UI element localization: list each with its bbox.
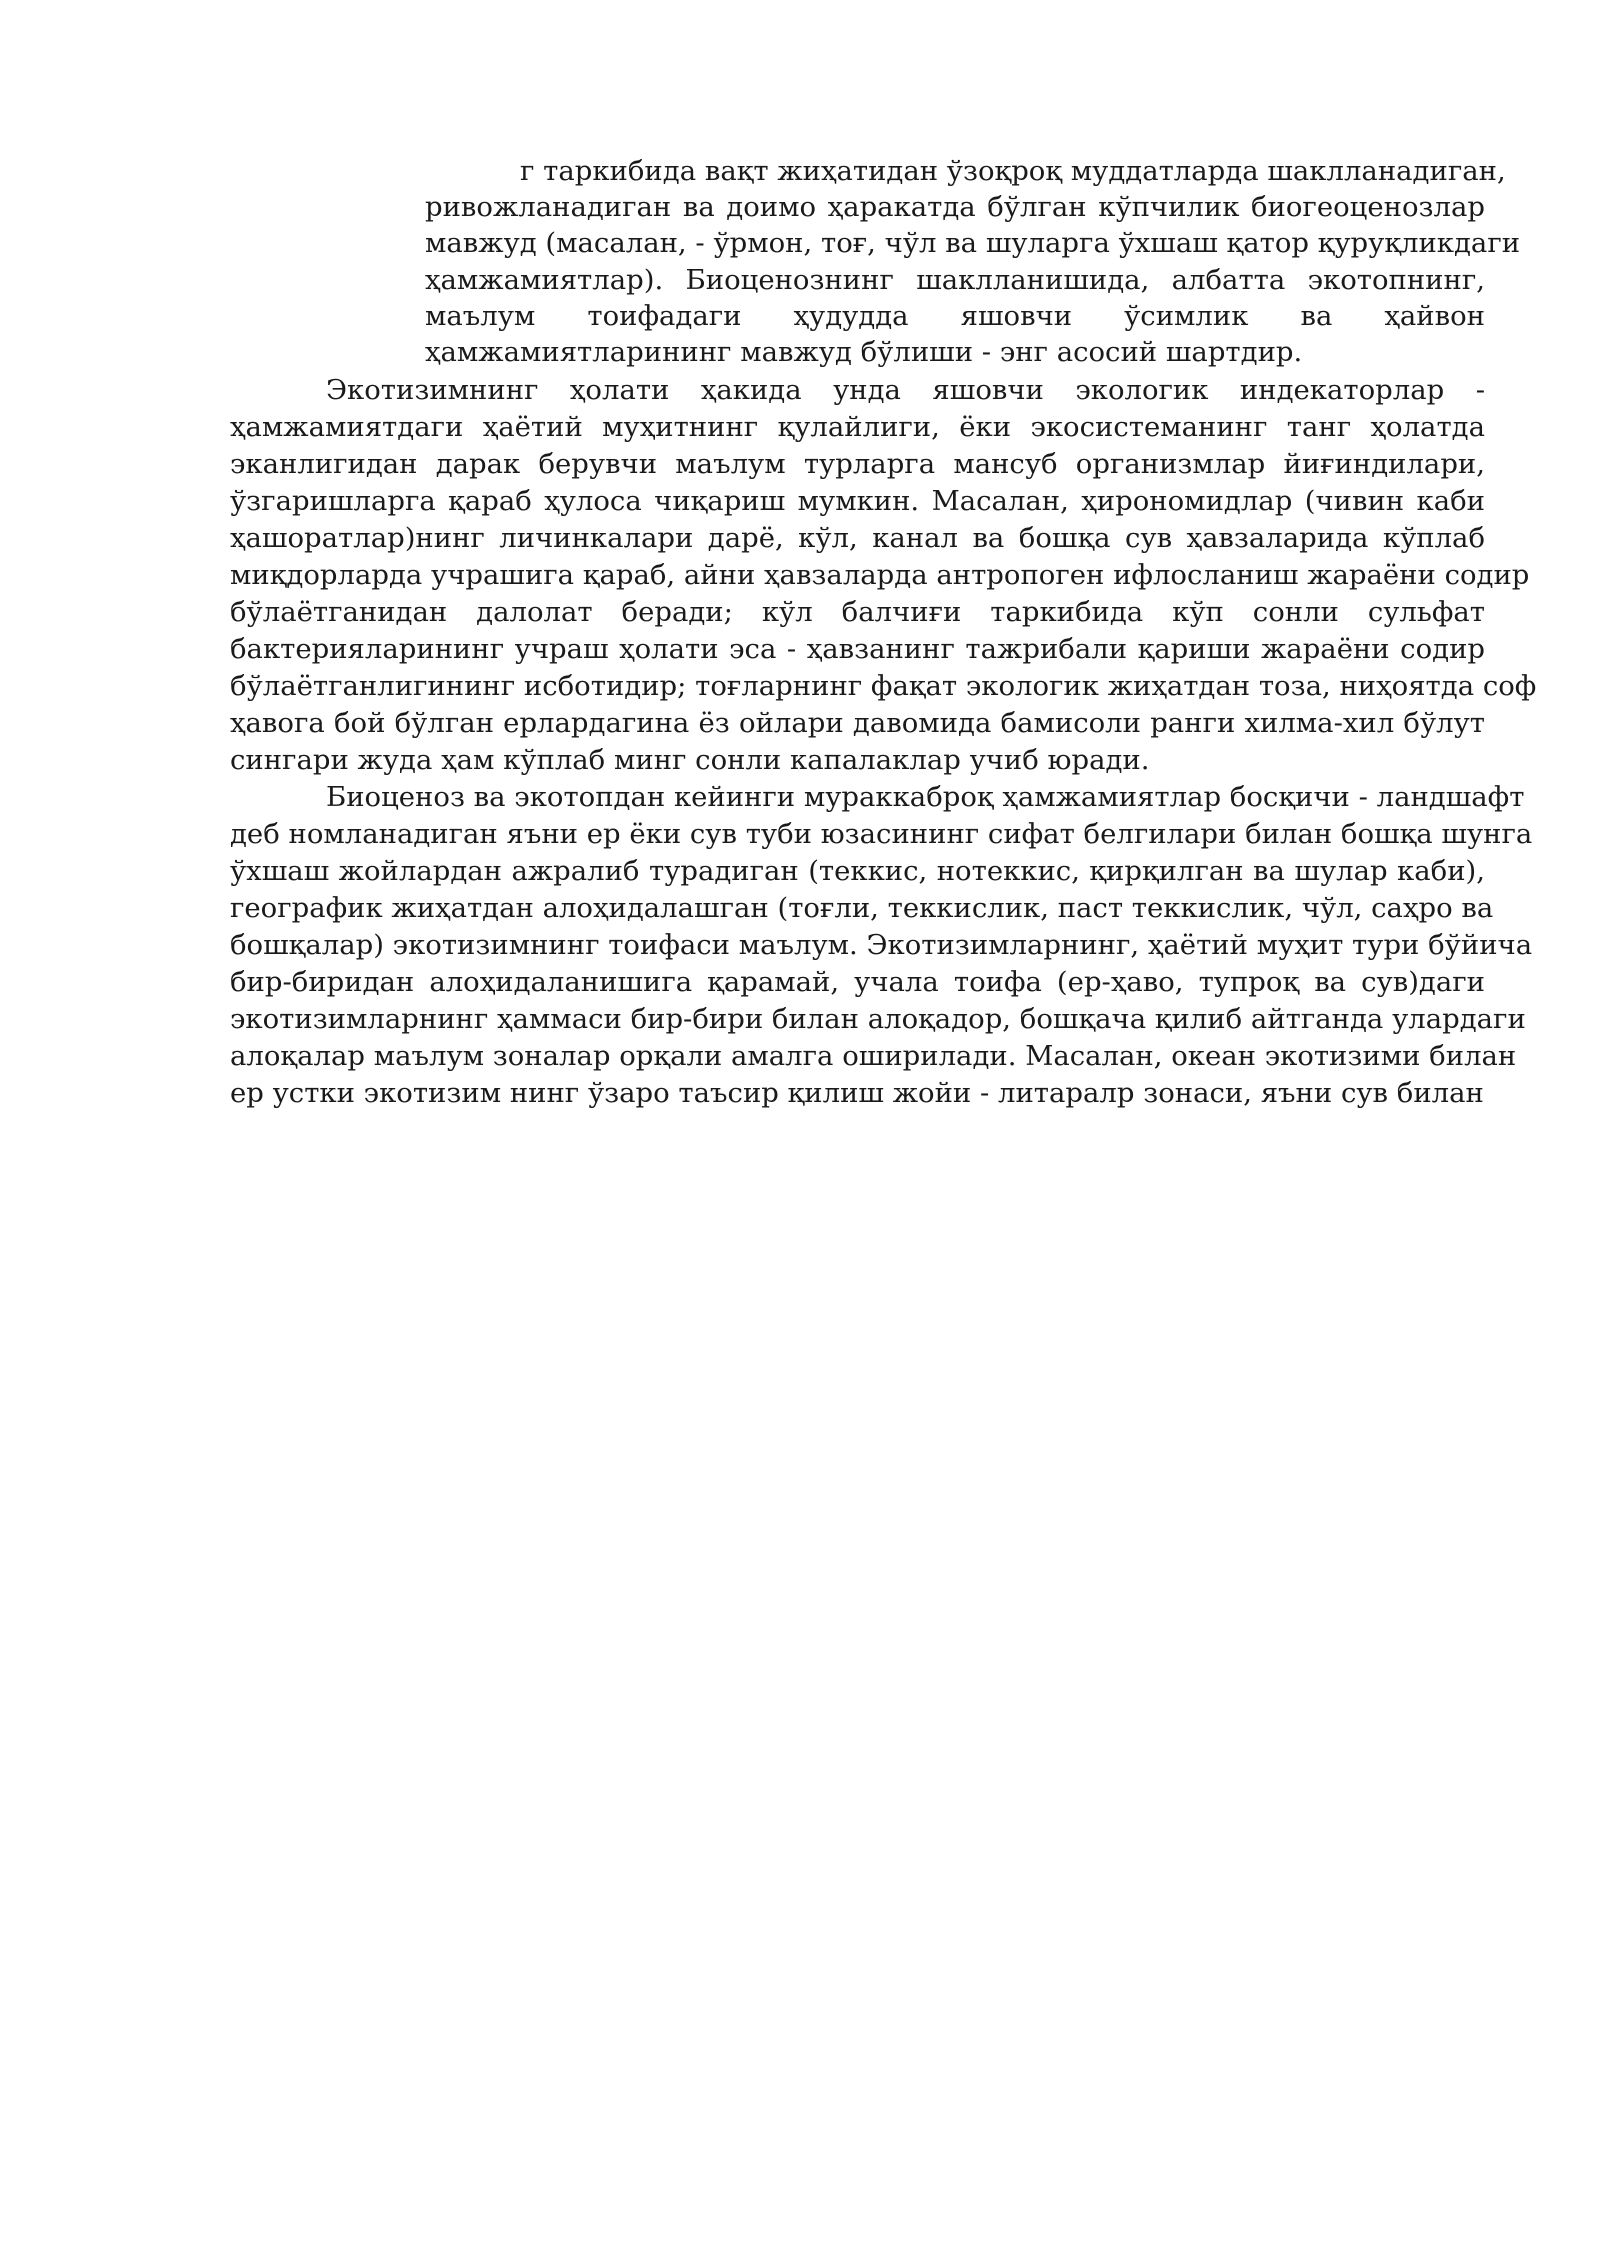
text-line: маълум тоифадаги ҳудудда яшовчи ўсимлик ва ҳайвон	[425, 300, 1485, 332]
text-line: ҳашоратлар)нинг личинкалари дарё, кўл, канал ва бошқа сув ҳавзаларида кўплаб	[230, 522, 1485, 554]
text-line: ҳамжамиятдаги ҳаётий муҳитнинг қулайлиги, ёки экосистеманинг танг ҳолатда	[230, 411, 1485, 443]
text-line: географик жиҳатдан алоҳидалашган (тоғли, теккислик, паст теккислик, чўл, саҳро ва	[230, 892, 1494, 924]
text-line: бир-биридан алоҳидаланишига қарамай, учала тоифа (ер-ҳаво, тупроқ ва сув)даги	[230, 966, 1485, 998]
text-line: бўлаётганлигининг исботидир; тоғларнинг фақат экологик жиҳатдан тоза, ниҳоятда соф	[230, 670, 1537, 702]
text-line: ўхшаш жойлардан ажралиб турадиган (теккис, нотеккис, қирқилган ва шулар каби),	[230, 855, 1485, 887]
text-line: ҳамжамиятлар). Биоценознинг шаклланишида, албатта экотопнинг,	[425, 264, 1485, 296]
text-line: деб номланадиган яъни ер ёки сув туби юзасининг сифат белгилари билан бошқа шунга	[230, 818, 1533, 850]
text-line: Экотизимнинг ҳолати ҳакида унда яшовчи экологик индекаторлар -	[326, 374, 1485, 406]
text-line: г таркибида вақт жиҳатидан ўзоқроқ муддатларда шаклланадиган,	[520, 155, 1506, 187]
text-line: миқдорларда учрашига қараб, айни ҳавзаларда антропоген ифлосланиш жараёни содир	[230, 559, 1530, 591]
text-line: ҳамжамиятларининг мавжуд бўлиши - энг асосий шартдир.	[425, 336, 1303, 368]
text-line: мавжуд (масалан, - ўрмон, тоғ, чўл ва шуларга ўхшаш қатор қуруқликдаги	[425, 227, 1521, 259]
text-line: бактерияларининг учраш ҳолати эса - ҳавзанинг тажрибали қариши жараёни содир	[230, 633, 1485, 665]
text-line: бўлаётганидан далолат беради; кўл балчиғи таркибида кўп сонли сульфат	[230, 596, 1485, 628]
text-line: бошқалар) экотизимнинг тоифаси маълум. Экотизимларнинг, ҳаётий муҳит тури бўйича	[230, 929, 1533, 961]
text-line: ер устки экотизим нинг ўзаро таъсир қилиш жойи - литаралр зонаси, яъни сув билан	[230, 1077, 1484, 1109]
text-line: алоқалар маълум зоналар орқали амалга оширилади. Масалан, океан экотизими билан	[230, 1040, 1517, 1072]
text-line: экотизимларнинг ҳаммаси бир-бири билан алоқадор, бошқача қилиб айтганда улардаги	[230, 1003, 1526, 1035]
text-line: Биоценоз ва экотопдан кейинги мураккаброқ ҳамжамиятлар босқичи - ландшафт	[326, 781, 1525, 813]
text-line: ривожланадиган ва доимо ҳаракатда бўлган кўпчилик биогеоценозлар	[425, 191, 1485, 223]
text-line: ўзгаришларга қараб ҳулоса чиқариш мумкин. Масалан, ҳирономидлар (чивин каби	[230, 485, 1485, 517]
text-line: эканлигидан дарак берувчи маълум турларга мансуб организмлар йиғиндилари,	[230, 448, 1485, 480]
text-line: сингари жуда ҳам кўплаб минг сонли капалаклар учиб юради.	[230, 744, 1150, 776]
text-line: ҳавога бой бўлган ерлардагина ёз ойлари давомида бамисоли ранги хилма-хил бўлут	[230, 707, 1485, 739]
